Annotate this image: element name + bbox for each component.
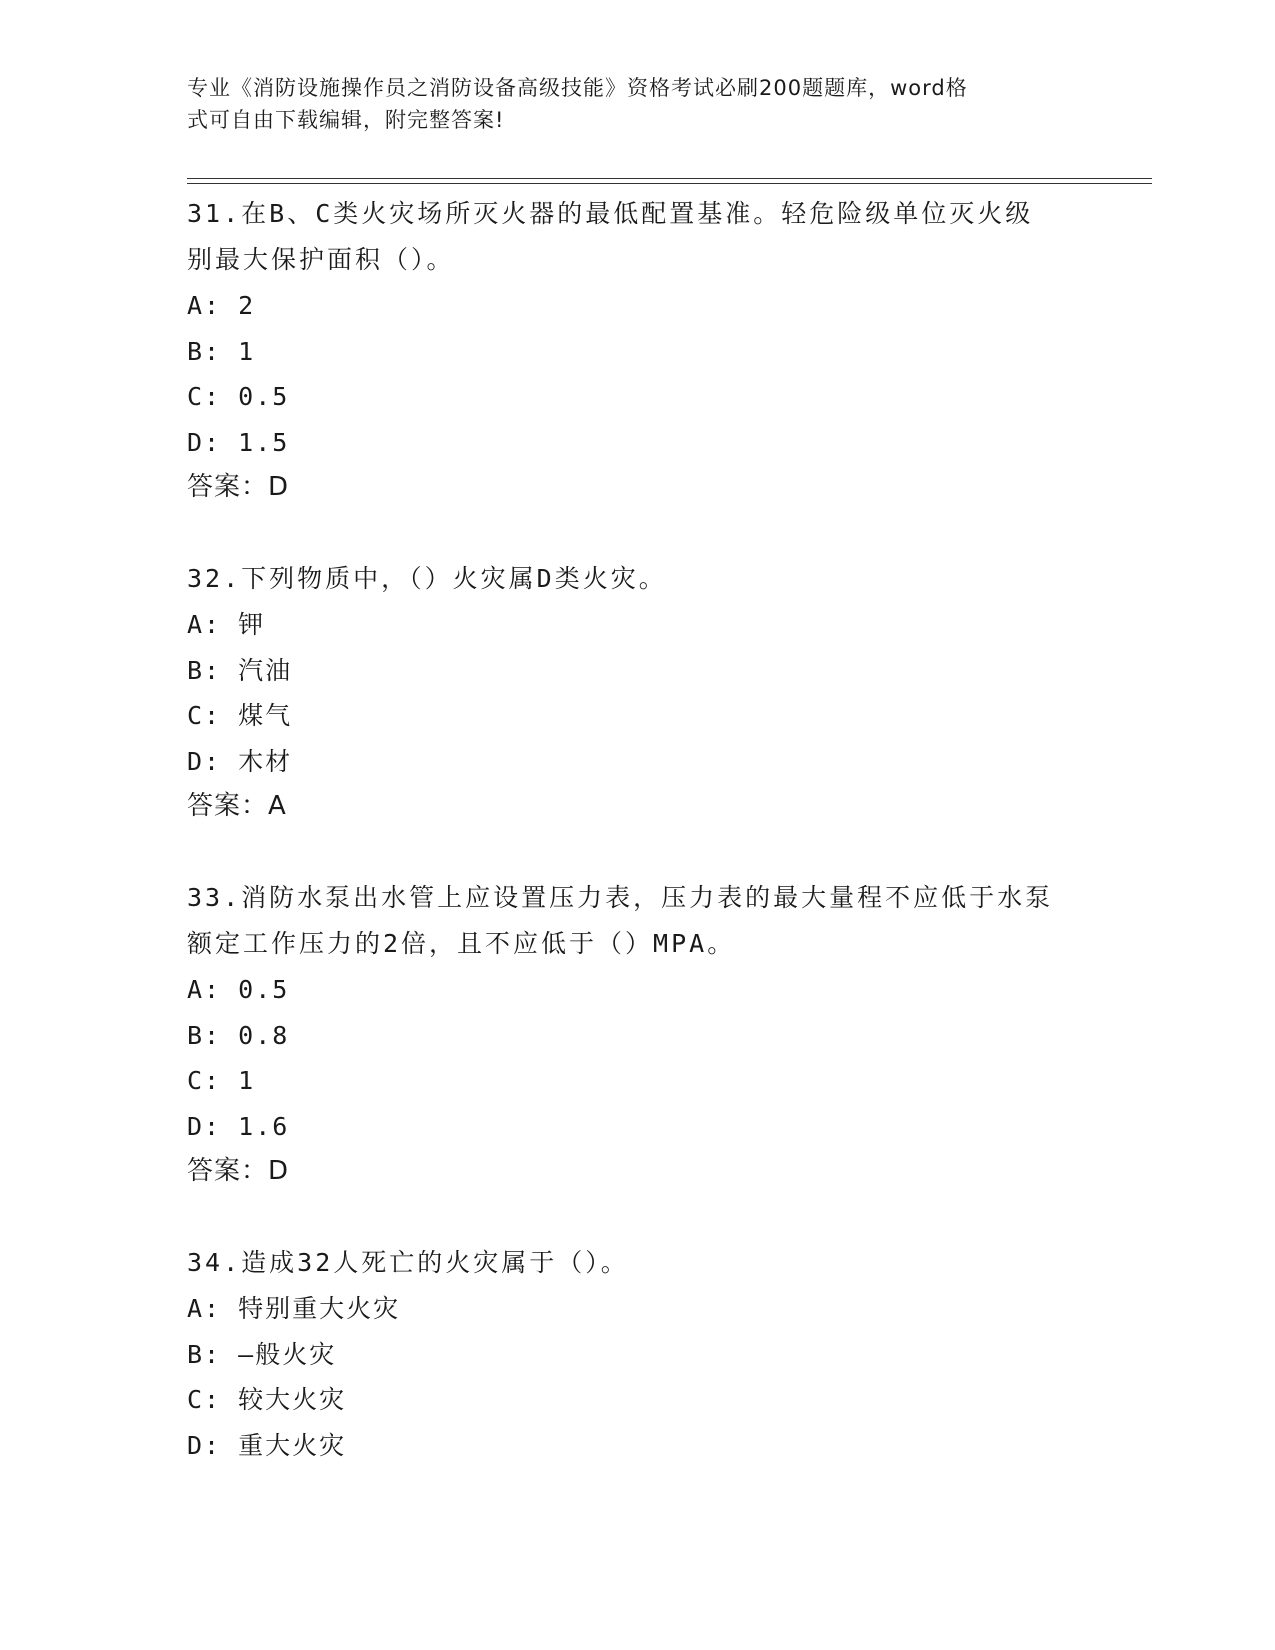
question-34 [187,1240,1087,1468]
option-b: B: 1 [187,336,256,366]
header-rule-top [187,178,1152,179]
option-b: B: 汽油 [187,655,293,685]
header-line-2: 式可自由下载编辑，附完整答案! [187,108,505,132]
option-a: A: 特别重大火灾 [187,1294,401,1323]
option-d: D: 1.6 [187,1111,290,1141]
question-stem [187,875,1087,967]
question-stem [187,1240,1087,1286]
question-stem [187,556,1087,602]
answer: 答案：D [187,472,290,502]
question-list [187,190,1087,1468]
question-33 [187,875,1087,1194]
option-d: D: 重大火灾 [187,1430,347,1460]
option-c: C: 较大火灾 [187,1385,347,1414]
question-stem [187,191,1087,283]
question-31 [187,191,1087,510]
option-c: C: 煤气 [187,701,293,730]
option-c: C: 1 [187,1066,256,1095]
option-d: D: 1.5 [187,427,290,457]
document-header [187,72,1067,136]
option-a: A: 钾 [187,610,266,639]
option-b: B: 0.8 [187,1020,290,1050]
question-stem-line-1: 34.造成32人死亡的火灾属于（）。 [187,1248,629,1277]
question-stem-line-1: 32.下列物质中，（）火灾属D类火灾。 [187,564,667,593]
option-a: A: 2 [187,291,256,320]
question-stem-line-2: 额定工作压力的2倍，且不应低于（）MPA。 [187,929,736,958]
option-d: D: 木材 [187,746,293,776]
question-stem-line-1: 33.消防水泵出水管上应设置压力表，压力表的最大量程不应低于水泵 [187,883,1054,912]
question-stem-line-1: 31.在B、C类火灾场所灭火器的最低配置基准。轻危险级单位灭火级 [187,199,1034,228]
answer: 答案：A [187,791,287,821]
answer: 答案：D [187,1156,290,1186]
header-line-1: 专业《消防设施操作员之消防设备高级技能》资格考试必刷200题题库，word格 [187,76,968,100]
header-rule-bottom [187,183,1152,184]
question-32 [187,556,1087,829]
option-c: C: 0.5 [187,382,290,411]
option-b: B: —般火灾 [187,1339,337,1369]
question-stem-line-2: 别最大保护面积（）。 [187,245,455,274]
option-a: A: 0.5 [187,975,290,1004]
